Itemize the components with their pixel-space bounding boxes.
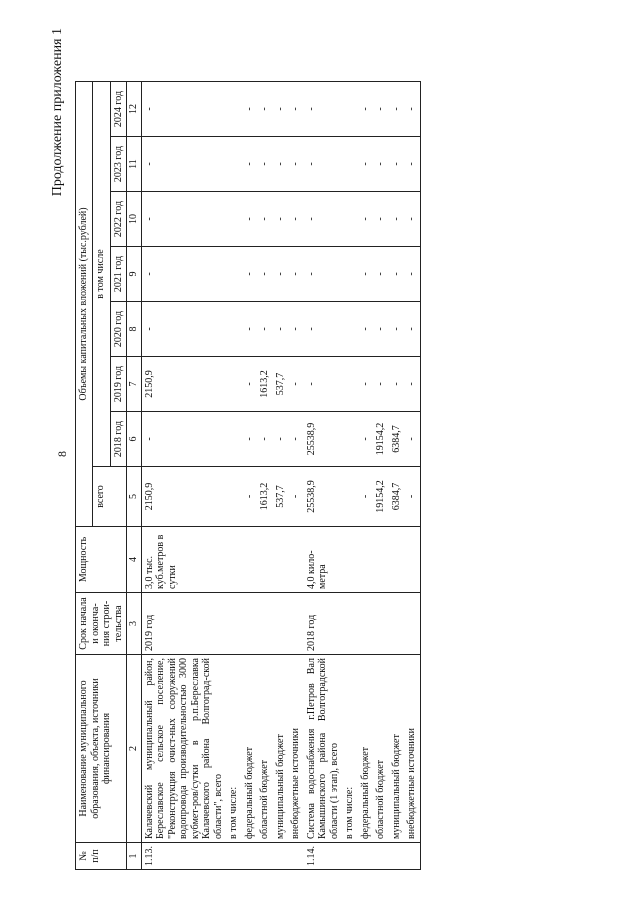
empty-cell xyxy=(358,843,374,870)
value-cell: 2150,9 xyxy=(141,467,226,527)
value-cell: - xyxy=(288,82,304,137)
page-number: 8 xyxy=(55,451,69,457)
value-cell: - xyxy=(389,357,405,412)
value-cell: - xyxy=(358,412,374,467)
funding-source: областной бюджет xyxy=(373,655,389,843)
value-cell: - xyxy=(273,412,289,467)
empty-cell xyxy=(358,527,374,593)
header-term: Срок начала и оконча-ния строи-тельства xyxy=(76,593,127,655)
value-cell: - xyxy=(404,137,420,192)
value-cell: - xyxy=(373,302,389,357)
empty-cell xyxy=(226,192,242,247)
column-number: 5 xyxy=(127,467,142,527)
row-number: 1.14. xyxy=(304,843,343,870)
funding-source: внебюджетные источники xyxy=(404,655,420,843)
empty-cell xyxy=(389,527,405,593)
empty-cell xyxy=(226,593,242,655)
value-cell: - xyxy=(373,82,389,137)
column-number: 8 xyxy=(127,302,142,357)
column-number: 6 xyxy=(127,412,142,467)
empty-cell xyxy=(342,593,358,655)
header-year: 2022 год xyxy=(110,192,127,247)
value-cell: 1613,2 xyxy=(257,467,273,527)
column-number: 9 xyxy=(127,247,142,302)
value-cell: - xyxy=(288,192,304,247)
value-cell: - xyxy=(358,82,374,137)
value-cell: - xyxy=(242,357,258,412)
empty-cell xyxy=(226,357,242,412)
value-cell: - xyxy=(273,82,289,137)
capacity: 4,0 кило-метра xyxy=(304,527,343,593)
funding-source: областной бюджет xyxy=(257,655,273,843)
value-cell: 25538,9 xyxy=(304,412,343,467)
header-capacity: Мощность xyxy=(76,527,127,593)
empty-cell xyxy=(226,412,242,467)
empty-cell xyxy=(404,527,420,593)
value-cell: - xyxy=(257,137,273,192)
value-cell: 1613,2 xyxy=(257,357,273,412)
value-cell: - xyxy=(304,137,343,192)
table-row xyxy=(342,82,358,870)
table-row xyxy=(141,82,226,870)
empty-cell xyxy=(373,593,389,655)
table-row xyxy=(358,82,374,870)
continuation-label: Продолжение приложения 1 xyxy=(50,28,65,197)
empty-cell xyxy=(273,527,289,593)
value-cell: - xyxy=(404,357,420,412)
empty-cell xyxy=(342,82,358,137)
value-cell: - xyxy=(141,247,226,302)
empty-cell xyxy=(389,843,405,870)
construction-term: 2018 год xyxy=(304,593,343,655)
value-cell: - xyxy=(257,82,273,137)
value-cell: 6384,7 xyxy=(389,467,405,527)
empty-cell xyxy=(288,843,304,870)
value-cell: - xyxy=(288,412,304,467)
table-row xyxy=(273,82,289,870)
value-cell: - xyxy=(242,247,258,302)
empty-cell xyxy=(226,467,242,527)
value-cell: - xyxy=(141,192,226,247)
header-year: 2024 год xyxy=(110,82,127,137)
empty-cell xyxy=(257,593,273,655)
empty-cell xyxy=(242,527,258,593)
value-cell: - xyxy=(257,412,273,467)
header-year: 2023 год xyxy=(110,137,127,192)
value-cell: - xyxy=(273,137,289,192)
empty-cell xyxy=(257,843,273,870)
value-cell: - xyxy=(304,357,343,412)
column-number: 11 xyxy=(127,137,142,192)
table-row xyxy=(404,82,420,870)
column-number: 3 xyxy=(127,593,142,655)
empty-cell xyxy=(404,593,420,655)
value-cell: - xyxy=(273,302,289,357)
table-row xyxy=(288,82,304,870)
value-cell: 19154,2 xyxy=(373,412,389,467)
table-row xyxy=(226,82,242,870)
value-cell: - xyxy=(373,247,389,302)
value-cell: - xyxy=(141,137,226,192)
value-cell: - xyxy=(242,137,258,192)
value-cell: - xyxy=(389,302,405,357)
value-cell: - xyxy=(242,192,258,247)
funding-source: внебюджетные источники xyxy=(288,655,304,843)
including-label: в том числе: xyxy=(342,655,358,843)
value-cell: - xyxy=(288,357,304,412)
empty-cell xyxy=(342,247,358,302)
value-cell: - xyxy=(288,137,304,192)
value-cell: - xyxy=(404,302,420,357)
value-cell: - xyxy=(389,137,405,192)
value-cell: 6384,7 xyxy=(389,412,405,467)
table-row xyxy=(304,82,343,870)
value-cell: - xyxy=(404,192,420,247)
empty-cell xyxy=(226,137,242,192)
value-cell: 537,7 xyxy=(273,357,289,412)
value-cell: 25538,9 xyxy=(304,467,343,527)
value-cell: - xyxy=(358,192,374,247)
empty-cell xyxy=(226,82,242,137)
empty-cell xyxy=(226,302,242,357)
empty-cell xyxy=(373,843,389,870)
value-cell: - xyxy=(358,467,374,527)
empty-cell xyxy=(358,593,374,655)
row-number: 1.13. xyxy=(141,843,226,870)
value-cell: - xyxy=(304,302,343,357)
empty-cell xyxy=(342,412,358,467)
value-cell: - xyxy=(358,247,374,302)
value-cell: - xyxy=(257,247,273,302)
funding-source: федеральный бюджет xyxy=(358,655,374,843)
column-number: 4 xyxy=(127,527,142,593)
empty-cell xyxy=(288,593,304,655)
value-cell: 537,7 xyxy=(273,467,289,527)
empty-cell xyxy=(273,843,289,870)
value-cell: - xyxy=(141,302,226,357)
empty-cell xyxy=(342,527,358,593)
header-total: всего xyxy=(92,467,127,527)
value-cell: - xyxy=(389,192,405,247)
value-cell: - xyxy=(242,467,258,527)
header-no: № п/п xyxy=(76,843,127,870)
empty-cell xyxy=(226,527,242,593)
value-cell: 19154,2 xyxy=(373,467,389,527)
column-number: 2 xyxy=(127,655,142,843)
column-number: 1 xyxy=(127,843,142,870)
value-cell: - xyxy=(273,192,289,247)
value-cell: 2150,9 xyxy=(141,357,226,412)
value-cell: - xyxy=(304,192,343,247)
value-cell: - xyxy=(358,357,374,412)
empty-cell xyxy=(257,527,273,593)
value-cell: - xyxy=(404,82,420,137)
empty-cell xyxy=(373,527,389,593)
capacity: 3,0 тыс. куб.метров в сутки xyxy=(141,527,226,593)
value-cell: - xyxy=(257,302,273,357)
table-row xyxy=(373,82,389,870)
empty-cell xyxy=(226,843,242,870)
header-year: 2021 год xyxy=(110,247,127,302)
value-cell: - xyxy=(242,302,258,357)
column-number: 10 xyxy=(127,192,142,247)
column-number: 7 xyxy=(127,357,142,412)
header-name: Наименование муниципального образования, объекта, источники финансирования xyxy=(76,655,127,843)
empty-cell xyxy=(404,843,420,870)
value-cell: - xyxy=(404,467,420,527)
object-name: Калачевский муниципальный район, Береславское сельское поселение, "Реконструкция очист-ных сооружений водопровода производительностью 3000 кубмет-ров/сутки в р.п.Береславка Калачевского района Волгоград-ской области", всего xyxy=(141,655,226,843)
value-cell: - xyxy=(288,467,304,527)
funding-source: муниципальный бюджет xyxy=(389,655,405,843)
funding-source: муниципальный бюджет xyxy=(273,655,289,843)
value-cell: - xyxy=(141,412,226,467)
value-cell: - xyxy=(288,247,304,302)
empty-cell xyxy=(389,593,405,655)
construction-term: 2019 год xyxy=(141,593,226,655)
value-cell: - xyxy=(358,137,374,192)
value-cell: - xyxy=(373,357,389,412)
header-including: в том числе xyxy=(92,82,110,467)
value-cell: - xyxy=(288,302,304,357)
header-year: 2020 год xyxy=(110,302,127,357)
empty-cell xyxy=(342,302,358,357)
value-cell: - xyxy=(404,247,420,302)
column-number: 12 xyxy=(127,82,142,137)
header-volume: Объемы капитальных вложений (тыс.рублей) xyxy=(76,82,93,527)
value-cell: - xyxy=(273,247,289,302)
value-cell: - xyxy=(141,82,226,137)
empty-cell xyxy=(288,527,304,593)
value-cell: - xyxy=(389,247,405,302)
empty-cell xyxy=(242,593,258,655)
value-cell: - xyxy=(389,82,405,137)
header-year: 2018 год xyxy=(110,412,127,467)
value-cell: - xyxy=(304,247,343,302)
value-cell: - xyxy=(242,412,258,467)
funding-source: федеральный бюджет xyxy=(242,655,258,843)
value-cell: - xyxy=(373,192,389,247)
value-cell: - xyxy=(257,192,273,247)
table-row xyxy=(389,82,405,870)
value-cell: - xyxy=(358,302,374,357)
empty-cell xyxy=(242,843,258,870)
object-name: Система водоснабжения г.Петров Вал Камышинского района Волгоградской области (1 этап), всего xyxy=(304,655,343,843)
empty-cell xyxy=(342,843,358,870)
header-year: 2019 год xyxy=(110,357,127,412)
table-row xyxy=(257,82,273,870)
table-row xyxy=(242,82,258,870)
empty-cell xyxy=(226,247,242,302)
empty-cell xyxy=(342,192,358,247)
value-cell: - xyxy=(373,137,389,192)
empty-cell xyxy=(342,357,358,412)
empty-cell xyxy=(342,137,358,192)
value-cell: - xyxy=(404,412,420,467)
capital-investment-table xyxy=(75,81,421,870)
including-label: в том числе: xyxy=(226,655,242,843)
empty-cell xyxy=(342,467,358,527)
value-cell: - xyxy=(304,82,343,137)
empty-cell xyxy=(273,593,289,655)
value-cell: - xyxy=(242,82,258,137)
